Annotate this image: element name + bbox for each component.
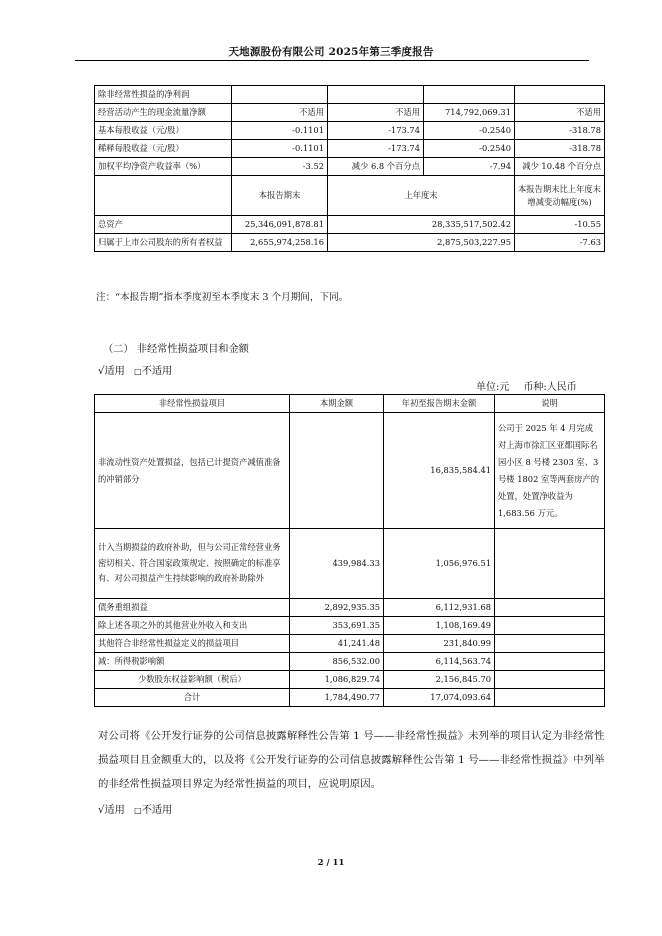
cell: -3.52 bbox=[232, 158, 328, 176]
cell: -7.94 bbox=[424, 158, 515, 176]
table-row bbox=[95, 140, 605, 158]
cell: 6,114,563.74 bbox=[384, 653, 495, 671]
cell bbox=[95, 176, 232, 216]
column-header: 年初至报告期末金额 bbox=[384, 395, 495, 413]
row-label: 归属于上市公司股东的所有者权益 bbox=[95, 234, 232, 252]
cell: 不适用 bbox=[515, 104, 605, 122]
financial-indicators-table bbox=[94, 85, 605, 252]
header-divider bbox=[75, 60, 589, 61]
cell: 41,241.48 bbox=[290, 635, 384, 653]
cell: -173.74 bbox=[328, 122, 424, 140]
column-header: 说明 bbox=[495, 395, 605, 413]
cell: 1,108,169.49 bbox=[384, 617, 495, 635]
cell: -173.74 bbox=[328, 140, 424, 158]
currency-label: 币种:人民币 bbox=[523, 382, 577, 393]
table-row bbox=[95, 216, 605, 234]
cell bbox=[495, 635, 605, 653]
table-row bbox=[95, 529, 605, 599]
column-header: 本报告期末比上年度末增减变动幅度(%) bbox=[515, 176, 605, 216]
cell: -7.63 bbox=[515, 234, 605, 252]
unit-currency-line bbox=[476, 378, 577, 393]
cell bbox=[495, 529, 605, 599]
table-row bbox=[95, 104, 605, 122]
row-label: 少数股东权益影响额（税后） bbox=[95, 671, 290, 689]
cell: 1,784,490.77 bbox=[290, 689, 384, 707]
cell: -318.78 bbox=[515, 140, 605, 158]
cell: 28,335,517,502.42 bbox=[328, 216, 515, 234]
cell: -0.2540 bbox=[424, 122, 515, 140]
cell: 856,532.00 bbox=[290, 653, 384, 671]
cell: 2,156,845.70 bbox=[384, 671, 495, 689]
table-row bbox=[95, 635, 605, 653]
cell bbox=[515, 86, 605, 104]
cell bbox=[495, 671, 605, 689]
empty-checkbox-icon: □ bbox=[134, 806, 142, 815]
cell: 公司于 2025 年 4 月完成对上海市徐汇区亚都国际名园小区 8 号楼 2303 室、3 号楼 1802 室等两套房产的处置，处置净收益为 1,683.56 万元。 bbox=[495, 413, 605, 529]
applicable-label: √适用 bbox=[98, 805, 125, 816]
cell: 439,984.33 bbox=[290, 529, 384, 599]
row-label: 减：所得税影响额 bbox=[95, 653, 290, 671]
column-header: 非经常性损益项目 bbox=[95, 395, 290, 413]
row-label: 其他符合非经常性损益定义的损益项目 bbox=[95, 635, 290, 653]
table-row bbox=[95, 617, 605, 635]
report-header: 天地源股份有限公司 2025年第三季度报告 bbox=[228, 46, 434, 58]
cell: -10.55 bbox=[515, 216, 605, 234]
cell: 减少 10.48 个百分点 bbox=[515, 158, 605, 176]
table-note: 注：“本报告期”指本季度初至本季度末 3 个月期间，下同。 bbox=[96, 292, 349, 303]
cell: 6,112,931.68 bbox=[384, 599, 495, 617]
cell bbox=[290, 413, 384, 529]
unit-label: 单位:元 bbox=[476, 382, 510, 393]
page-number: 2 / 11 bbox=[317, 858, 345, 868]
row-label: 除上述各项之外的其他营业外收入和支出 bbox=[95, 617, 290, 635]
row-label: 总资产 bbox=[95, 216, 232, 234]
cell bbox=[495, 617, 605, 635]
table-row bbox=[95, 671, 605, 689]
table-total-row bbox=[95, 689, 605, 707]
not-applicable-label: 不适用 bbox=[141, 805, 173, 816]
table-row bbox=[95, 413, 605, 529]
table-row bbox=[95, 122, 605, 140]
table-row bbox=[95, 599, 605, 617]
cell: 2,875,503,227.95 bbox=[328, 234, 515, 252]
cell: 231,840.99 bbox=[384, 635, 495, 653]
table-header-row bbox=[95, 395, 605, 413]
applicable-label: √适用 bbox=[98, 366, 125, 377]
non-recurring-items-table bbox=[94, 394, 605, 707]
cell: 714,792,069.31 bbox=[424, 104, 515, 122]
cell: 不适用 bbox=[232, 104, 328, 122]
table-row bbox=[95, 86, 605, 104]
cell: 1,056,976.51 bbox=[384, 529, 495, 599]
cell: 16,835,584.41 bbox=[384, 413, 495, 529]
cell bbox=[495, 599, 605, 617]
applicability-option bbox=[98, 362, 172, 377]
cell: 1,086,829.74 bbox=[290, 671, 384, 689]
cell: -0.2540 bbox=[424, 140, 515, 158]
cell: 25,346,091,878.81 bbox=[232, 216, 328, 234]
row-label: 非流动性资产处置损益，包括已计提资产减值准备的冲销部分 bbox=[95, 413, 290, 529]
row-label: 计入当期损益的政府补助，但与公司正常经营业务密切相关、符合国家政策规定、按照确定的标准享有、对公司损益产生持续影响的政府补助除外 bbox=[95, 529, 290, 599]
table-row bbox=[95, 158, 605, 176]
row-label: 基本每股收益（元/股） bbox=[95, 122, 232, 140]
row-label: 合计 bbox=[95, 689, 290, 707]
cell: -318.78 bbox=[515, 122, 605, 140]
cell: 减少 6.8 个百分点 bbox=[328, 158, 424, 176]
cell bbox=[328, 86, 424, 104]
empty-checkbox-icon: □ bbox=[134, 367, 142, 376]
cell bbox=[495, 653, 605, 671]
column-header: 本报告期末 bbox=[232, 176, 328, 216]
row-label: 稀释每股收益（元/股） bbox=[95, 140, 232, 158]
cell: -0.1101 bbox=[232, 140, 328, 158]
not-applicable-label: 不适用 bbox=[141, 366, 173, 377]
column-header: 本期金额 bbox=[290, 395, 384, 413]
applicability-option bbox=[98, 801, 172, 816]
section-title: （二） 非经常性损益项目和金额 bbox=[103, 344, 249, 355]
cell bbox=[495, 689, 605, 707]
cell: 不适用 bbox=[328, 104, 424, 122]
table-subheader-row bbox=[95, 176, 605, 216]
cell: 2,655,974,258.16 bbox=[232, 234, 328, 252]
cell: 17,074,093.64 bbox=[384, 689, 495, 707]
cell bbox=[232, 86, 328, 104]
row-label: 除非经常性损益的净利润 bbox=[95, 86, 232, 104]
table-row bbox=[95, 653, 605, 671]
cell: -0.1101 bbox=[232, 122, 328, 140]
cell: 353,691.35 bbox=[290, 617, 384, 635]
cell: 2,892,935.35 bbox=[290, 599, 384, 617]
column-header: 上年度末 bbox=[328, 176, 515, 216]
explanation-paragraph: 对公司将《公开发行证券的公司信息披露解释性公告第 1 号——非经常性损益》未列举的项目认定为非经常性损益项目且金额重大的，以及将《公开发行证券的公司信息披露解释性公告第 1 号——非经常性损益》中列举的非经常性损益项目界定为经常性损益的项目，应说明原因。 bbox=[98, 730, 605, 790]
cell bbox=[424, 86, 515, 104]
row-label: 债务重组损益 bbox=[95, 599, 290, 617]
row-label: 加权平均净资产收益率（%） bbox=[95, 158, 232, 176]
table-row bbox=[95, 234, 605, 252]
row-label: 经营活动产生的现金流量净额 bbox=[95, 104, 232, 122]
